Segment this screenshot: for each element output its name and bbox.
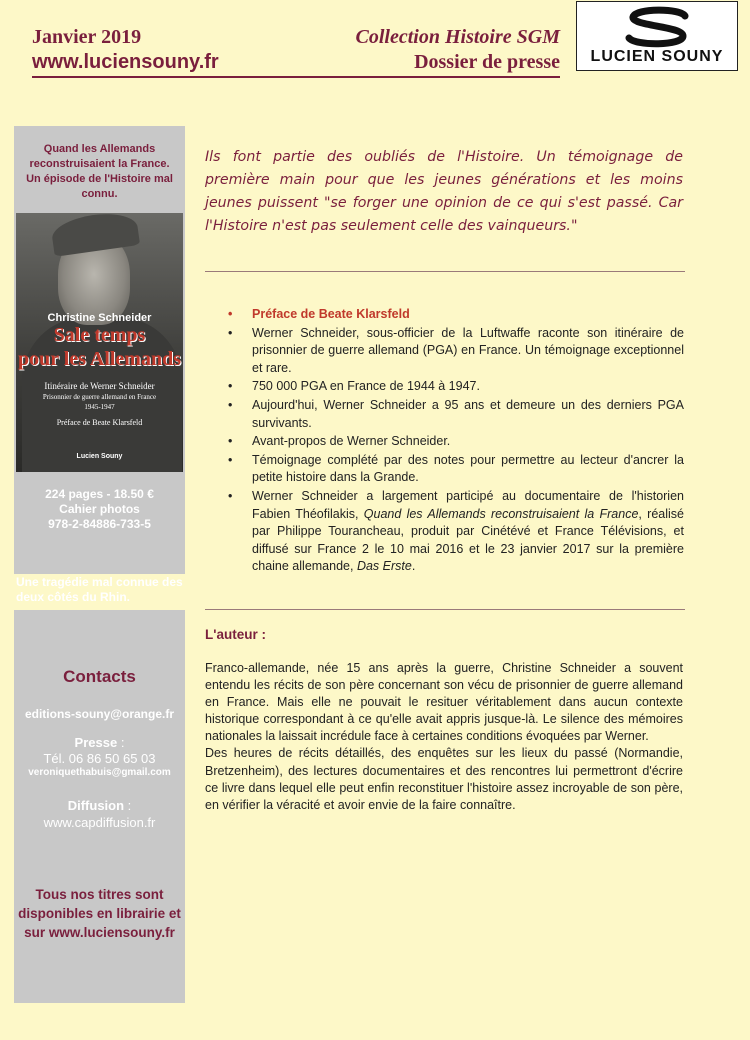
author-bio: [205, 660, 683, 814]
list-item-text: Préface de Beate Klarsfeld: [252, 307, 410, 321]
intro-quote: Ils font partie des oubliés de l'Histoire. Un témoignage de première main pour que les jeunes générations et les moins jeunes puissent "se forger une opinion de ce qui s'est passé. Car l'Histoire n'est pas seulement celle des vainqueurs.": [205, 149, 683, 234]
book-pages-price: 224 pages - 18.50 €: [45, 487, 154, 501]
header-divider: [32, 76, 560, 78]
press-label: Presse: [74, 735, 118, 750]
bullet-icon: •: [228, 434, 233, 449]
book-pitch: Quand les Allemands reconstruisaient la France. Un épisode de l'Histoire mal connu.: [26, 143, 173, 200]
section-divider: [205, 609, 685, 610]
book-photos: Cahier photos: [59, 502, 140, 516]
press-separator: :: [117, 735, 125, 750]
cover-subtitle3: 1945-1947: [84, 403, 115, 411]
book-card: [14, 126, 185, 604]
doc-text-part1: Werner Schneider a largement participé au documentaire de l'historien Fabien Théofilakis,: [252, 488, 684, 521]
channel-name: Das Erste: [356, 559, 412, 574]
author-paragraph: Des heures de récits détaillés, des enquêtes sur les lieux du passé (Normandie, Bretzenheim), des lectures documentaires et des rencontres lui permettront d'écrire ce livre dans lequel elle peut enfin reconstituer l'histoire assez incroyable de son père, en vérifier la véracité et avoir envie de la faire connaître.: [205, 746, 683, 812]
diffusion-url[interactable]: www.capdiffusion.fr: [43, 815, 156, 830]
list-item: [228, 378, 684, 396]
list-item: [228, 306, 684, 324]
list-item-text: Témoignage complété par des notes pour permettre au lecteur d'ancrer la petite histoire dans la Grande.: [252, 452, 684, 485]
press-email[interactable]: veroniquethabuis@gmail.com: [28, 767, 171, 778]
bullet-icon: •: [228, 325, 233, 340]
cover-title-line2: pour les Allemands: [18, 348, 181, 370]
availability-promo: Tous nos titres sont disponibles en librairie et sur www.luciensouny.fr: [18, 887, 181, 940]
contacts-title: Contacts: [63, 667, 136, 686]
documentary-title: Quand les Allemands reconstruisaient la France: [363, 506, 639, 521]
cover-author: Christine Schneider: [47, 312, 152, 324]
press-label-row: [14, 735, 185, 750]
list-item: [228, 397, 684, 432]
bullet-icon: •: [228, 379, 233, 394]
book-isbn: 978-2-84886-733-5: [48, 517, 151, 531]
header-collection: Collection Histoire SGM: [355, 26, 560, 48]
list-item-text: Werner Schneider, sous-officier de la Luftwaffe raconte son itinéraire de prisonnier de guerre allemand (PGA) en France. Un témoignage exceptionnel et rare.: [252, 325, 684, 375]
author-paragraph: Franco-allemande, née 15 ans après la guerre, Christine Schneider a souvent entendu les récits de son père concernant son vécu de prisonnier de guerre allemand en France. Mais elle ne pouvait le resituer véritablement dans aucun contexte historique correspondant à ce qu'elle avait appris jusque-là. Le silence des mémoires nationales la laissait incrédule face à certaines conditions évoquées par Werner.: [205, 661, 683, 744]
cover-subtitle2: Prisonnier de guerre allemand en France: [42, 393, 157, 401]
bullet-icon: •: [228, 397, 233, 412]
book-tagline: Une tragédie mal connue des deux côtés du Rhin.: [16, 575, 183, 604]
diffusion-label: Diffusion: [67, 798, 125, 813]
header-date: Janvier 2019: [32, 26, 142, 48]
header-dossier: Dossier de presse: [414, 51, 560, 73]
book-details: [14, 487, 185, 532]
list-item-text: Aujourd'hui, Werner Schneider a 95 ans et demeure un des derniers PGA survivants.: [252, 397, 684, 430]
list-item: [228, 488, 684, 576]
bullet-icon: •: [228, 307, 233, 321]
doc-text-part3: .: [411, 559, 416, 574]
publisher-logo: [576, 1, 738, 71]
list-item: [228, 452, 684, 487]
cover-title-line1: Sale temps: [53, 324, 146, 346]
cover-subtitle1: Itinéraire de Werner Schneider: [44, 381, 155, 391]
section-divider: [205, 271, 685, 272]
contacts-card: [14, 610, 185, 1003]
header-website[interactable]: www.luciensouny.fr: [32, 51, 219, 73]
diffusion-label-row: [14, 798, 185, 813]
book-cover: [16, 213, 183, 472]
list-item-text: 750 000 PGA en France de 1944 à 1947.: [252, 379, 480, 394]
author-heading: L'auteur :: [205, 627, 266, 642]
list-item: [228, 433, 684, 451]
s-logo-icon: [623, 6, 693, 48]
cover-figure-cap: [50, 213, 140, 257]
bullet-icon: •: [228, 452, 233, 467]
list-item: [228, 325, 684, 378]
list-item-text: [252, 489, 684, 573]
cover-publisher: Lucien Souny: [76, 453, 123, 460]
cover-preface: Préface de Beate Klarsfeld: [56, 418, 143, 427]
diffusion-separator: :: [124, 798, 132, 813]
contacts-email[interactable]: editions-souny@orange.fr: [24, 707, 175, 721]
logo-text: LUCIEN SOUNY: [590, 48, 724, 65]
bullet-icon: •: [228, 488, 233, 503]
press-phone[interactable]: Tél. 06 86 50 65 03: [43, 751, 156, 766]
doc-text-part2: , réalisé par Philippe Tourancheau, produit par Cinétévé et France Télévisions, et diffusé sur France 2 le 10 mai 2016 et le 23 janvier 2017 sur la première chaine allemande,: [252, 506, 684, 574]
list-item-text: Avant-propos de Werner Schneider.: [252, 434, 451, 449]
highlights-list: [228, 306, 684, 577]
